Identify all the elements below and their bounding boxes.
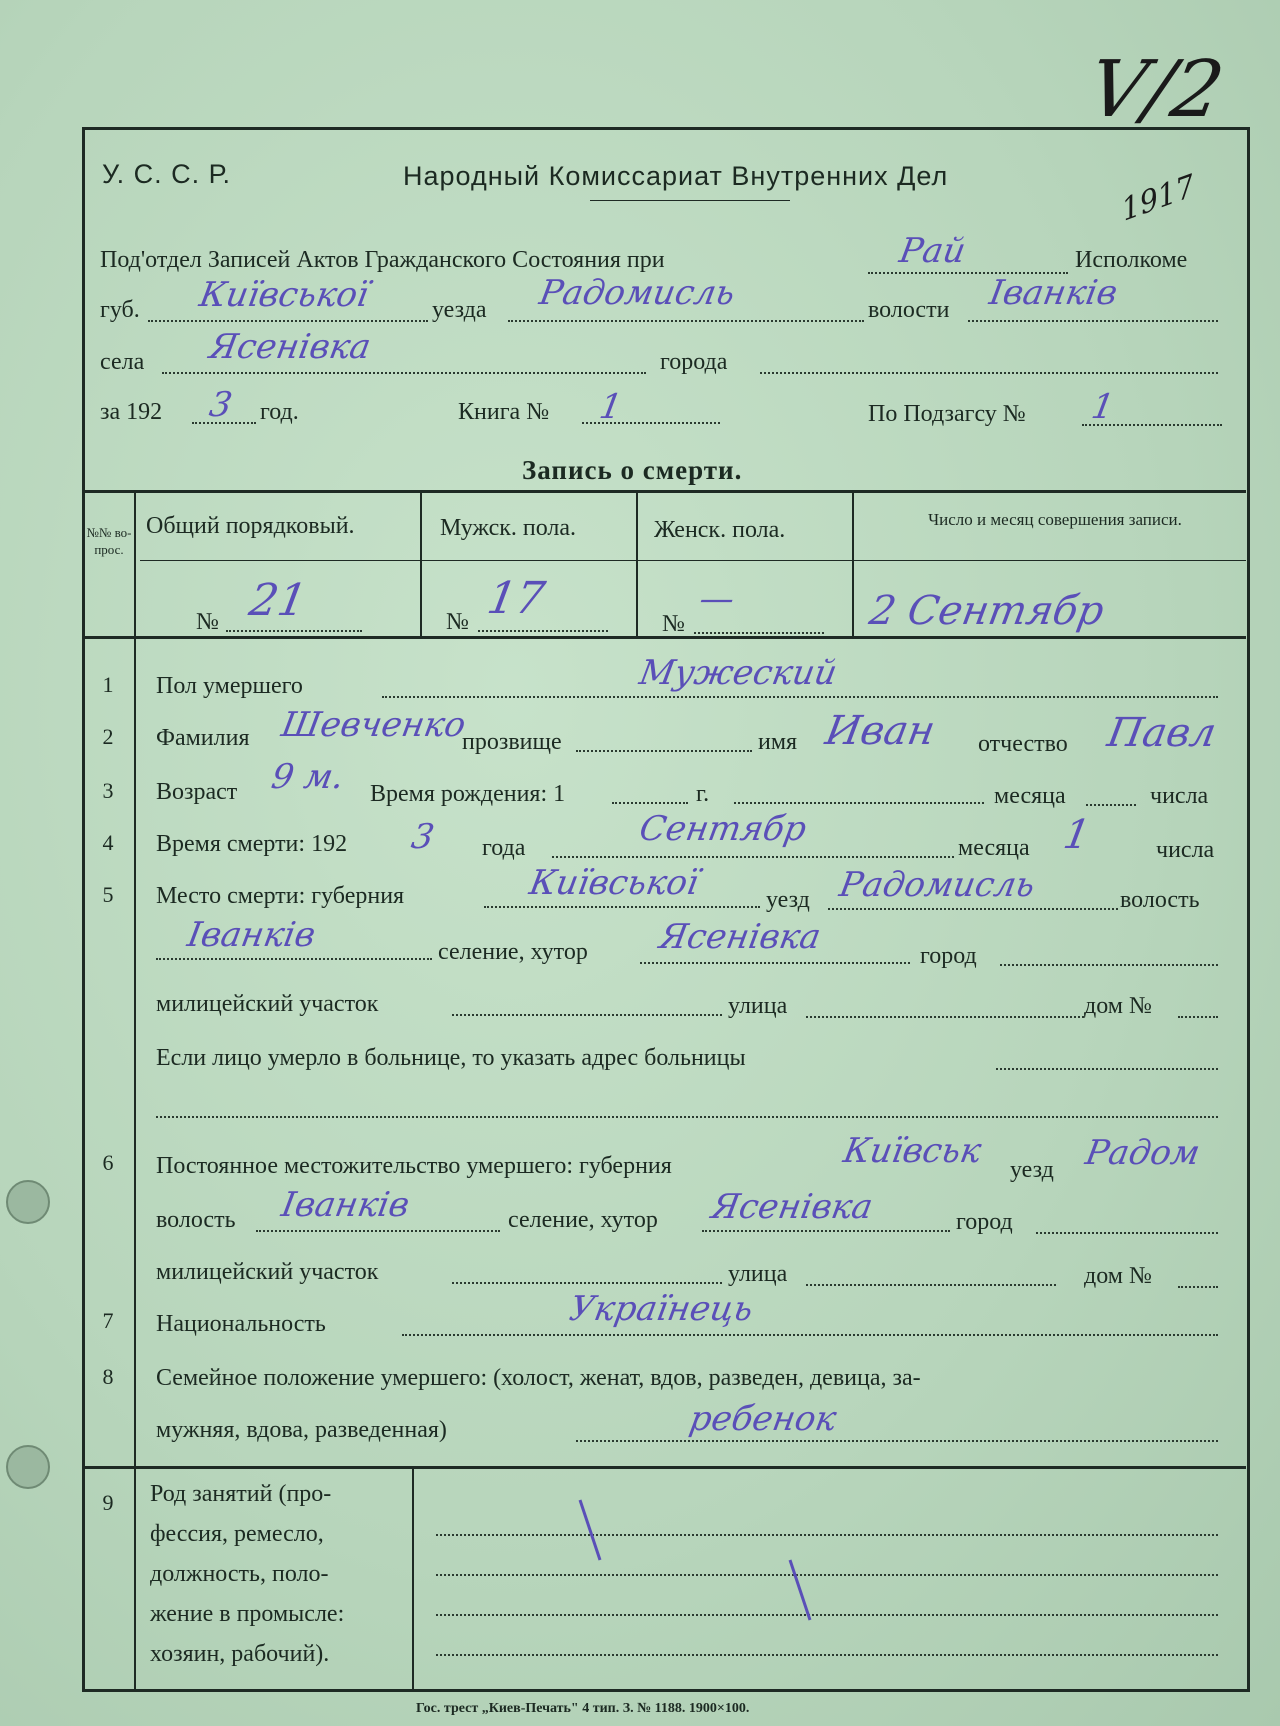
q2-nick-label: прозвище (462, 729, 562, 755)
q3-age-value: 9 м. (268, 757, 347, 797)
female-no-sign: № (662, 611, 685, 637)
selo-line (162, 372, 646, 374)
q1-label: Пол умершего (156, 673, 303, 699)
republic-label: У. С. С. Р. (102, 159, 231, 189)
q6-house-label: дом № (1084, 1263, 1152, 1289)
gorod-label: города (660, 349, 728, 375)
q9-line-c (436, 1614, 1218, 1616)
date-value: 2 Сентябр (865, 588, 1108, 634)
male-line (478, 630, 608, 632)
col-divider-4 (852, 490, 854, 636)
q6-number: 6 (102, 1150, 114, 1175)
col-general-header: Общий порядковый. (146, 513, 355, 539)
q6-selo-label: селение, хутор (508, 1207, 658, 1233)
q3-g-label: г. (696, 781, 710, 807)
q3-month-label: месяца (994, 783, 1066, 809)
q5-street-line (806, 1016, 1084, 1018)
q6-uezd-value: Радом (1082, 1133, 1203, 1173)
table-top-line (84, 490, 1246, 493)
q5-selo-line (640, 962, 910, 964)
q2-patr-label: отчество (978, 731, 1068, 757)
q8-value: ребенок (686, 1399, 840, 1439)
corner-mark-year: 1917 (1119, 167, 1198, 230)
podzag-label: По Подзагсу № (868, 401, 1026, 427)
col-divider-3 (636, 490, 638, 636)
q6-militia-label: милицейский участок (156, 1259, 379, 1285)
ispolkom-value: Рай (896, 231, 969, 271)
volost-line (968, 320, 1218, 322)
q3-number: 3 (102, 778, 114, 803)
q4-day-value: 1 (1059, 812, 1094, 858)
q4-day-label: числа (1156, 837, 1215, 863)
q9-line-a (436, 1534, 1218, 1536)
year-value: 3 (206, 385, 236, 425)
table-mid-line (140, 560, 1246, 561)
q7-value: Українець (566, 1289, 757, 1329)
q6-gorod-line (1036, 1232, 1218, 1234)
q6-selo-line (702, 1230, 950, 1232)
q5-volost-label: волость (1120, 887, 1200, 913)
q6-gorod-label: город (956, 1209, 1013, 1235)
q6-volost-line (256, 1230, 500, 1232)
q5-street-label: улица (728, 993, 788, 1019)
q2-nick-line (576, 750, 752, 752)
male-no-sign: № (446, 609, 469, 635)
general-line (226, 630, 362, 632)
uezd-value: Радомисль (536, 273, 738, 313)
q5-volost-value: Іванків (184, 915, 319, 955)
q5-gub-value: Київської (526, 863, 702, 903)
q3-birth-label: Время рождения: 1 (370, 781, 566, 807)
q6-uezd-label: уезд (1010, 1157, 1054, 1183)
q5-gorod-label: город (920, 943, 977, 969)
q5-house-line (1178, 1016, 1218, 1018)
q4-month-label: месяца (958, 835, 1030, 861)
q7-label: Национальность (156, 1311, 326, 1337)
q2-number: 2 (102, 724, 114, 749)
q3-age-label: Возраст (156, 779, 238, 805)
general-no-sign: № (196, 609, 219, 635)
q5-militia-line (452, 1014, 722, 1016)
selo-label: села (100, 349, 145, 375)
printer-line: Гос. трест „Киев-Печать" 4 тип. З. № 1188. 1900×100. (416, 1701, 750, 1716)
q5-house-label: дом № (1084, 993, 1152, 1019)
q2-surname-value: Шевченко (278, 705, 469, 745)
year-label: за 192 (100, 399, 163, 425)
q9-line2: фессия, ремесло, (150, 1521, 324, 1547)
podzag-value: 1 (1088, 387, 1118, 427)
q6-militia-line (452, 1282, 722, 1284)
q4-month-value: Сентябр (636, 809, 810, 849)
q9-divider (412, 1466, 414, 1690)
q9-top-line (84, 1466, 1246, 1469)
q7-number: 7 (102, 1308, 114, 1333)
q5-hospital-label: Если лицо умерло в больнице, то указать адрес больницы (156, 1045, 746, 1071)
q5-volost-line (156, 958, 432, 960)
q5-hospital-line-2 (156, 1116, 1218, 1118)
q6-selo-value: Ясенівка (708, 1187, 876, 1227)
q9-line5: хозяин, рабочий). (150, 1641, 330, 1667)
punch-hole-top (6, 1180, 50, 1224)
col-questions-header: №№ во- прос. (86, 525, 132, 557)
selo-value: Ясенівка (206, 327, 374, 367)
col-divider-1 (134, 490, 136, 1690)
q8-line1: Семейное положение умершего: (холост, женат, вдов, разведен, девица, за- (156, 1365, 921, 1391)
q5-uezd-value: Радомисль (836, 865, 1038, 905)
q3-month-line (734, 802, 984, 804)
q1-value: Мужеский (636, 653, 840, 693)
uezd-label: уезда (432, 297, 487, 323)
q1-line (382, 696, 1218, 698)
q9-line-b (436, 1574, 1218, 1576)
q2-name-label: имя (758, 729, 798, 755)
q4-year-label: года (482, 835, 526, 861)
q5-gub-line (484, 906, 760, 908)
q6-house-line (1178, 1286, 1218, 1288)
q6-street-line (806, 1284, 1056, 1286)
q9-line3: должность, поло- (150, 1561, 329, 1587)
female-value: — (696, 579, 738, 619)
q6-volost-value: Іванків (278, 1185, 413, 1225)
q9-number: 9 (102, 1490, 114, 1515)
gub-value: Київської (196, 275, 372, 315)
q3-year-line (612, 802, 688, 804)
q9-line-d (436, 1654, 1218, 1656)
col-female-header: Женск. пола. (654, 517, 786, 543)
q1-number: 1 (102, 672, 114, 697)
book-value: 1 (596, 387, 626, 427)
q2-surname-label: Фамилия (156, 725, 250, 751)
gub-line (148, 320, 428, 322)
q5-uezd-label: уезд (766, 887, 810, 913)
col-date-header: Число и месяц совершения записи. (928, 510, 1182, 529)
q8-number: 8 (102, 1364, 114, 1389)
commissariat-underline (590, 200, 790, 201)
q5-label: Место смерти: губерния (156, 883, 405, 909)
q5-hospital-line (996, 1068, 1218, 1070)
q6-gub-value: Київськ (840, 1131, 985, 1171)
ispolkom-suffix: Исполкоме (1075, 247, 1188, 273)
q5-number: 5 (102, 882, 114, 907)
q6-label: Постоянное местожительство умершего: губерния (156, 1153, 672, 1179)
q5-uezd-line (828, 908, 1118, 910)
col-divider-2 (420, 490, 422, 636)
q9-line4: жение в промысле: (150, 1601, 345, 1627)
female-line (694, 632, 824, 634)
corner-mark: V/2 (1082, 45, 1231, 135)
q4-month-line (552, 856, 954, 858)
q4-label: Время смерти: 192 (156, 831, 348, 857)
punch-hole-bottom (6, 1445, 50, 1489)
q5-militia-label: милицейский участок (156, 991, 379, 1017)
q9-line1: Род занятий (про- (150, 1481, 332, 1507)
year-suffix: год. (260, 399, 299, 425)
q5-selo-label: селение, хутор (438, 939, 588, 965)
q3-day-label: числа (1150, 783, 1209, 809)
volost-value: Іванків (986, 273, 1121, 313)
uezd-line (508, 320, 864, 322)
q6-street-label: улица (728, 1261, 788, 1287)
q3-day-line (1086, 804, 1136, 806)
q2-patr-value: Павл (1103, 710, 1220, 756)
q4-number: 4 (102, 830, 114, 855)
q4-year-value: 3 (408, 817, 438, 857)
gub-label: губ. (100, 297, 140, 323)
q5-selo-value: Ясенівка (656, 917, 824, 957)
record-title: Запись о смерти. (522, 455, 743, 485)
volost-label: волости (868, 297, 950, 323)
col-male-header: Мужск. пола. (440, 515, 577, 541)
q5-gorod-line (1000, 964, 1218, 966)
general-value: 21 (245, 575, 311, 626)
q2-name-value: Иван (821, 708, 939, 754)
q7-line (402, 1334, 1218, 1336)
gorod-line (760, 372, 1218, 374)
q6-volost-label: волость (156, 1207, 236, 1233)
q8-line (576, 1440, 1218, 1442)
subdept-label: Под'отдел Записей Актов Гражданского Состояния при (100, 247, 665, 273)
q8-line2: мужняя, вдова, разведенная) (156, 1417, 447, 1443)
book-label: Книга № (458, 399, 550, 425)
commissariat-label: Народный Комиссариат Внутренних Дел (403, 161, 949, 191)
male-value: 17 (483, 573, 549, 624)
